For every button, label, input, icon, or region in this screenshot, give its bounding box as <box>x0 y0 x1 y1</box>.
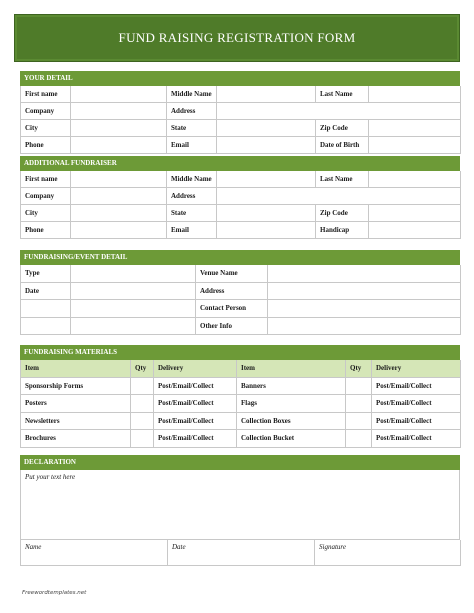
declaration-placeholder: Put your text here <box>25 473 76 481</box>
field-label: Company <box>21 188 71 205</box>
qty-input[interactable] <box>131 430 154 448</box>
name-field[interactable] <box>21 540 168 566</box>
field-label: Last Name <box>316 171 369 188</box>
af-phone-input[interactable] <box>71 222 167 239</box>
date-field[interactable] <box>168 540 315 566</box>
zip-code-input[interactable] <box>369 120 461 137</box>
field-label: Zip Code <box>316 120 369 137</box>
delivery-option[interactable]: Post/Email/Collect <box>154 430 237 448</box>
qty-input[interactable] <box>131 413 154 431</box>
type-input[interactable] <box>71 265 196 283</box>
item-name: Newsletters <box>21 413 131 431</box>
field-label: City <box>21 205 71 222</box>
venue-address-input[interactable] <box>268 283 461 301</box>
item-name: Flags <box>237 395 346 413</box>
item-name: Collection Boxes <box>237 413 346 431</box>
field-label: Date of Birth <box>316 137 369 154</box>
field-label: Phone <box>21 222 71 239</box>
field-label: Address <box>167 103 217 120</box>
item-name: Brochures <box>21 430 131 448</box>
af-company-input[interactable] <box>71 188 167 205</box>
field-label: Address <box>196 283 268 301</box>
delivery-option[interactable]: Post/Email/Collect <box>372 413 461 431</box>
item-name: Posters <box>21 395 131 413</box>
other-info-input[interactable] <box>268 318 461 336</box>
item-name: Banners <box>237 378 346 396</box>
column-header-qty: Qty <box>131 360 154 378</box>
af-middle-name-input[interactable] <box>217 171 316 188</box>
column-header-item: Item <box>21 360 131 378</box>
event-detail-grid <box>20 265 460 335</box>
qty-input[interactable] <box>131 378 154 396</box>
event-detail-section <box>20 250 460 335</box>
af-first-name-input[interactable] <box>71 171 167 188</box>
item-name: Collection Bucket <box>237 430 346 448</box>
state-input[interactable] <box>217 120 316 137</box>
your-detail-grid <box>20 86 460 154</box>
field-label: Type <box>21 265 71 283</box>
delivery-option[interactable]: Post/Email/Collect <box>372 430 461 448</box>
phone-input[interactable] <box>71 137 167 154</box>
your-detail-heading: YOUR DETAIL <box>20 71 460 86</box>
date-of-birth-input[interactable] <box>369 137 461 154</box>
materials-table <box>20 360 460 448</box>
declaration-heading: DECLARATION <box>20 455 460 470</box>
footer-credit: Freewordtemplates.net <box>22 590 87 596</box>
delivery-option[interactable]: Post/Email/Collect <box>372 395 461 413</box>
venue-name-input[interactable] <box>268 265 461 283</box>
qty-input[interactable] <box>346 395 372 413</box>
item-name: Sponsorship Forms <box>21 378 131 396</box>
af-last-name-input[interactable] <box>369 171 461 188</box>
additional-fundraiser-heading: ADDITIONAL FUNDRAISER <box>20 156 460 171</box>
empty-cell <box>71 318 196 336</box>
field-label: State <box>167 120 217 137</box>
field-label: Address <box>167 188 217 205</box>
column-header-delivery: Delivery <box>372 360 461 378</box>
empty-cell <box>21 318 71 336</box>
declaration-section <box>20 455 460 566</box>
delivery-option[interactable]: Post/Email/Collect <box>154 413 237 431</box>
qty-input[interactable] <box>346 378 372 396</box>
af-address-input[interactable] <box>217 188 461 205</box>
event-detail-heading: FUNDRAISING/EVENT DETAIL <box>20 250 460 265</box>
address-input[interactable] <box>217 103 461 120</box>
signature-field[interactable] <box>315 540 461 566</box>
date-input[interactable] <box>71 283 196 301</box>
materials-section <box>20 345 460 448</box>
delivery-option[interactable]: Post/Email/Collect <box>154 378 237 396</box>
qty-input[interactable] <box>131 395 154 413</box>
af-zip-code-input[interactable] <box>369 205 461 222</box>
form-title-banner <box>14 14 460 62</box>
af-city-input[interactable] <box>71 205 167 222</box>
middle-name-input[interactable] <box>217 86 316 103</box>
qty-input[interactable] <box>346 413 372 431</box>
form-title: FUND RAISING REGISTRATION FORM <box>118 30 356 45</box>
field-label: Email <box>167 137 217 154</box>
field-label: Other Info <box>196 318 268 336</box>
field-label: Handicap <box>316 222 369 239</box>
signature-row <box>20 540 460 566</box>
field-label: Date <box>21 283 71 301</box>
date-label: Date <box>172 543 186 551</box>
delivery-option[interactable]: Post/Email/Collect <box>372 378 461 396</box>
field-label: Phone <box>21 137 71 154</box>
company-input[interactable] <box>71 103 167 120</box>
declaration-text-area[interactable] <box>20 470 460 540</box>
field-label: First name <box>21 86 71 103</box>
field-label: First name <box>21 171 71 188</box>
field-label: City <box>21 120 71 137</box>
af-handicap-input[interactable] <box>369 222 461 239</box>
field-label: Last Name <box>316 86 369 103</box>
your-detail-section <box>20 71 460 154</box>
name-label: Name <box>25 543 42 551</box>
field-label: Middle Name <box>167 171 217 188</box>
field-label: Venue Name <box>196 265 268 283</box>
column-header-qty: Qty <box>346 360 372 378</box>
first-name-input[interactable] <box>71 86 167 103</box>
field-label: Middle Name <box>167 86 217 103</box>
last-name-input[interactable] <box>369 86 461 103</box>
field-label: Zip Code <box>316 205 369 222</box>
field-label: State <box>167 205 217 222</box>
field-label: Company <box>21 103 71 120</box>
delivery-option[interactable]: Post/Email/Collect <box>154 395 237 413</box>
additional-fundraiser-section <box>20 156 460 239</box>
contact-person-input[interactable] <box>268 300 461 318</box>
city-input[interactable] <box>71 120 167 137</box>
field-label: Contact Person <box>196 300 268 318</box>
column-header-delivery: Delivery <box>154 360 237 378</box>
email-input[interactable] <box>217 137 316 154</box>
field-label: Email <box>167 222 217 239</box>
signature-label: Signature <box>319 543 346 551</box>
af-email-input[interactable] <box>217 222 316 239</box>
materials-heading: FUNDRAISING MATERIALS <box>20 345 460 360</box>
qty-input[interactable] <box>346 430 372 448</box>
additional-fundraiser-grid <box>20 171 460 239</box>
empty-cell <box>21 300 71 318</box>
empty-cell <box>71 300 196 318</box>
column-header-item: Item <box>237 360 346 378</box>
af-state-input[interactable] <box>217 205 316 222</box>
